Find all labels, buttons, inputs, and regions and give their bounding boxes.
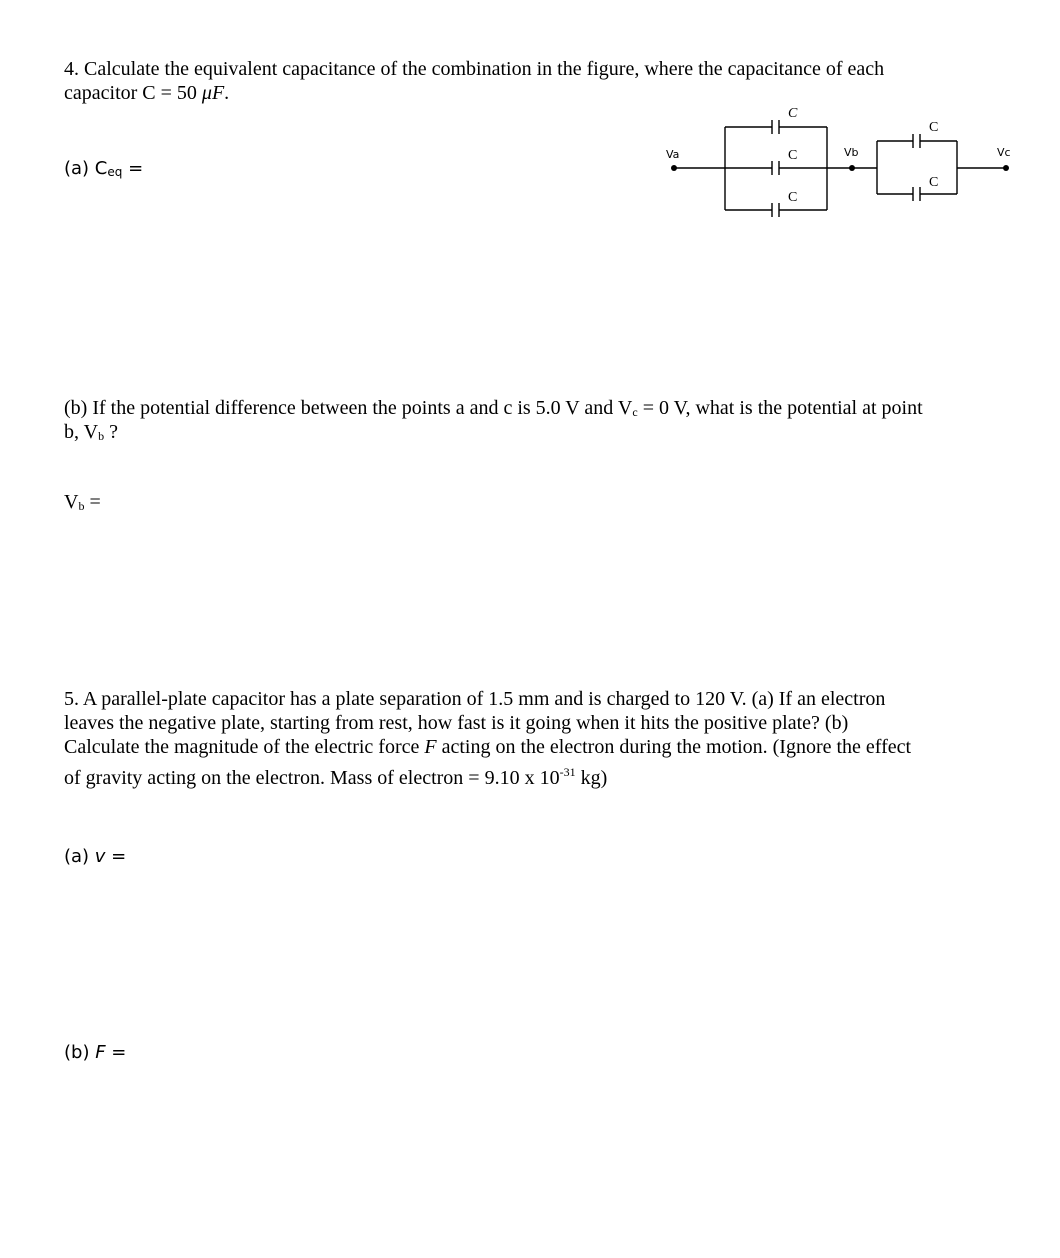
cap-label-4: C <box>929 120 939 135</box>
q5-text-line-3: Calculate the magnitude of the electric force F acting on the electron during the motion. (Ignore the effect <box>64 736 912 758</box>
q5-text-line-1: 5. A parallel-plate capacitor has a plate separation of 1.5 mm and is charged to 120 V. (a) If an electron <box>64 688 886 710</box>
capacitor-circuit-diagram <box>0 0 1060 240</box>
q4-part-b-line-2: b, $V_b$ ? <box>64 421 118 443</box>
q4-text-line-1: 4. Calculate the equivalent capacitance of the combination in the figure, where the capacitance of each <box>64 58 885 80</box>
q4-answer-a-label: (a) $C_{eq}$ = <box>64 158 144 179</box>
q4-answer-b-label: $V_b$ = <box>64 491 101 513</box>
node-c-label: Vc <box>997 146 1011 159</box>
node-b-label: Vb <box>844 146 859 159</box>
unit-microfarad: μF <box>201 82 225 104</box>
q5-text-line-2: leaves the negative plate, starting from rest, how fast is it going when it hits the positive plate? (b) <box>64 712 849 734</box>
node-a-label: Va <box>666 148 680 161</box>
q5-answer-a-label: (a) v = <box>64 846 127 867</box>
q5-answer-b-label: (b) F = <box>64 1042 127 1063</box>
q4-text-line-2: capacitor C = 50 μF. <box>64 82 230 104</box>
cap-label-1: C <box>788 106 798 121</box>
q4-part-b-line-1: (b) If the potential difference between the points a and c is 5.0 V and $V_c = 0$ V, what is the potential at point <box>64 397 923 419</box>
cap-label-2: C <box>788 148 798 163</box>
cap-label-3: C <box>788 190 798 205</box>
node-b-dot <box>849 165 855 171</box>
node-a-dot <box>671 165 677 171</box>
cap-label-5: C <box>929 175 939 190</box>
node-c-dot <box>1003 165 1009 171</box>
q5-text-line-4: of gravity acting on the electron. Mass of electron = 9.10 x $10^{-31}$ kg) <box>64 765 608 789</box>
